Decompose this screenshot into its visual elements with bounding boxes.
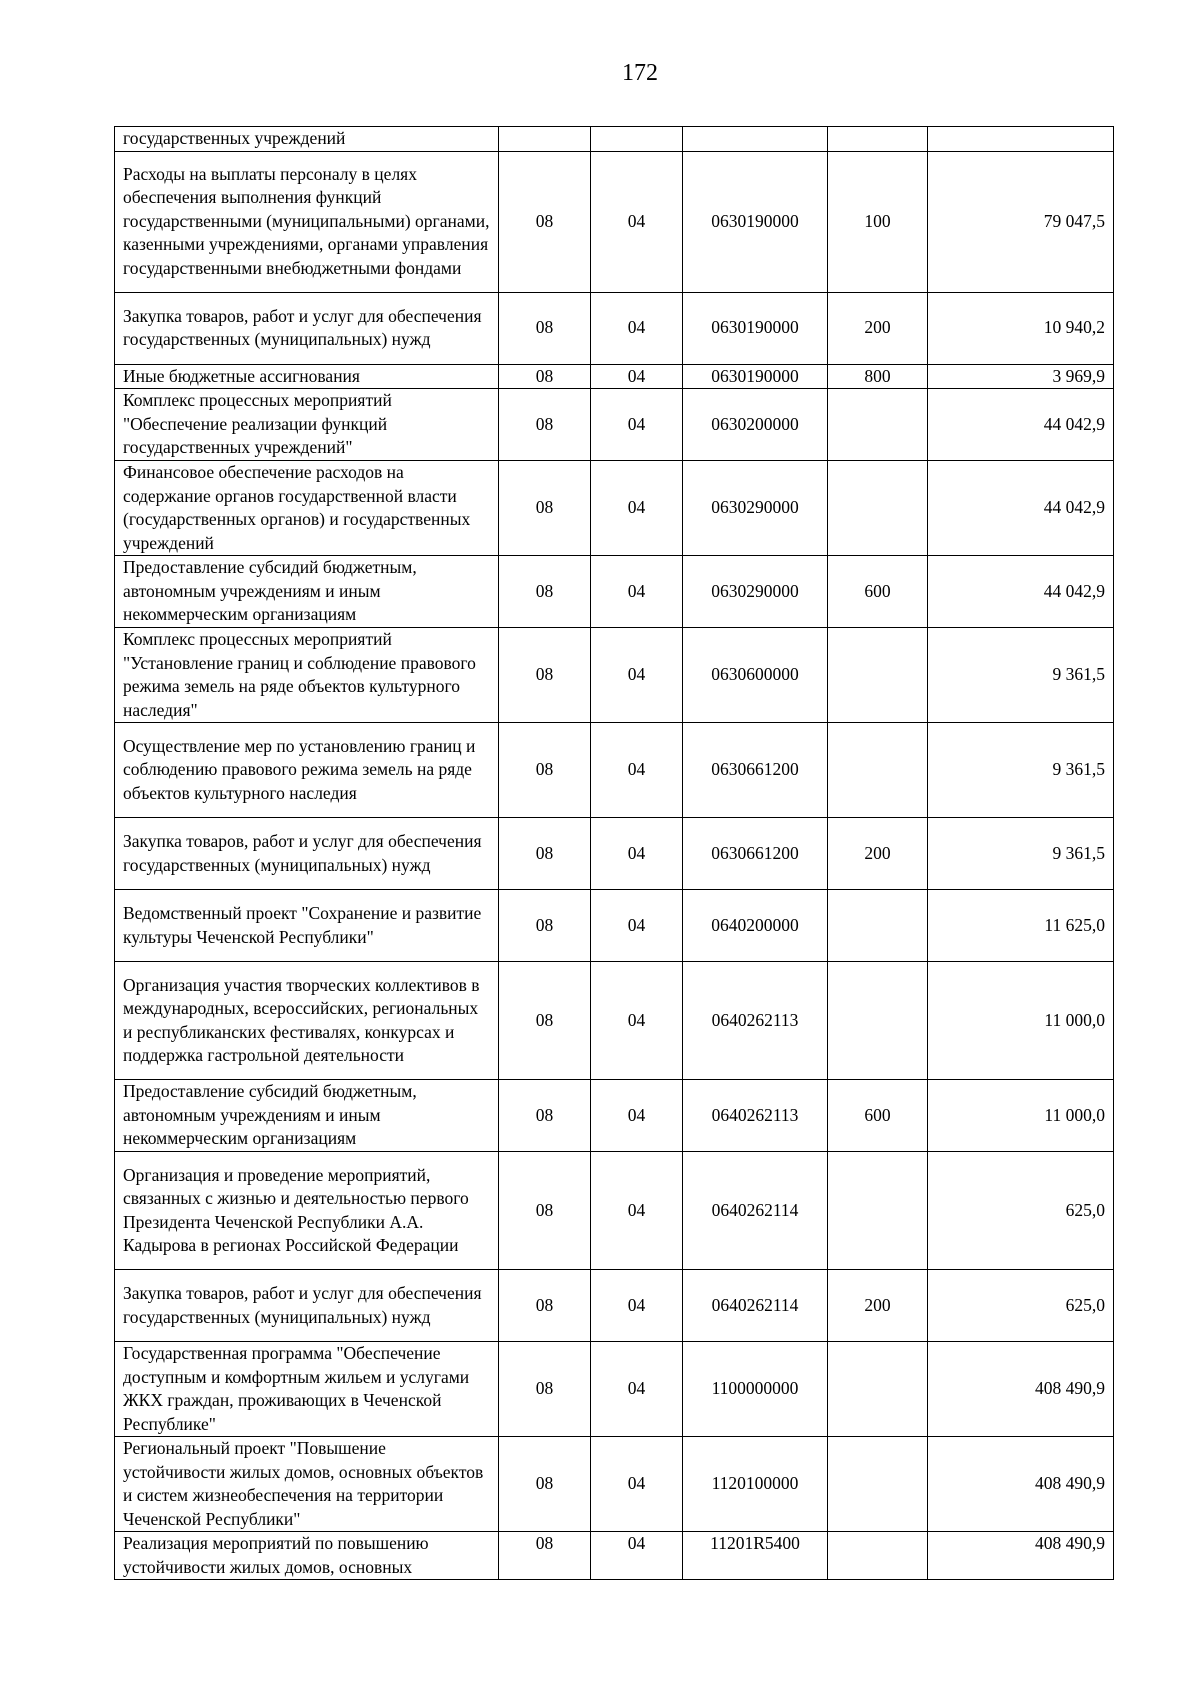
row-amount: 408 490,9 — [928, 1532, 1114, 1580]
row-target-article: 0630600000 — [683, 628, 828, 723]
budget-table-body — [115, 127, 1114, 1580]
row-expense-type: 200 — [828, 292, 928, 364]
row-amount: 9 361,5 — [928, 723, 1114, 818]
row-amount: 625,0 — [928, 1270, 1114, 1342]
row-name: государственных учреждений — [115, 127, 499, 152]
table-row — [115, 1270, 1114, 1342]
row-amount: 9 361,5 — [928, 628, 1114, 723]
row-target-article: 0640262114 — [683, 1152, 828, 1270]
row-name: Осуществление мер по установлению границ и соблюдению правового режима земель на ряде объектов культурного наследия — [115, 723, 499, 818]
row-subsection: 04 — [591, 1532, 683, 1580]
row-subsection: 04 — [591, 1342, 683, 1437]
row-expense-type: 600 — [828, 556, 928, 628]
row-subsection: 04 — [591, 292, 683, 364]
row-expense-type — [828, 628, 928, 723]
row-section: 08 — [499, 1532, 591, 1580]
row-name: Закупка товаров, работ и услуг для обеспечения государственных (муниципальных) нужд — [115, 292, 499, 364]
row-name: Региональный проект "Повышение устойчивости жилых домов, основных объектов и систем жизнеобеспечения на территории Чеченской Республики" — [115, 1437, 499, 1532]
table-row — [115, 389, 1114, 461]
table-row — [115, 461, 1114, 556]
row-amount: 9 361,5 — [928, 818, 1114, 890]
row-subsection: 04 — [591, 723, 683, 818]
row-section: 08 — [499, 723, 591, 818]
table-row — [115, 127, 1114, 152]
row-subsection: 04 — [591, 1080, 683, 1152]
row-subsection: 04 — [591, 364, 683, 389]
row-target-article: 0630200000 — [683, 389, 828, 461]
row-target-article: 1100000000 — [683, 1342, 828, 1437]
row-subsection: 04 — [591, 151, 683, 292]
row-subsection: 04 — [591, 461, 683, 556]
row-name: Закупка товаров, работ и услуг для обеспечения государственных (муниципальных) нужд — [115, 1270, 499, 1342]
row-target-article: 0630190000 — [683, 292, 828, 364]
table-row — [115, 628, 1114, 723]
row-subsection: 04 — [591, 556, 683, 628]
row-expense-type — [828, 890, 928, 962]
row-expense-type — [828, 1532, 928, 1580]
row-expense-type: 100 — [828, 151, 928, 292]
row-subsection: 04 — [591, 962, 683, 1080]
table-row — [115, 556, 1114, 628]
row-section: 08 — [499, 556, 591, 628]
row-target-article: 0630661200 — [683, 723, 828, 818]
row-subsection: 04 — [591, 389, 683, 461]
row-section: 08 — [499, 818, 591, 890]
row-target-article: 0640200000 — [683, 890, 828, 962]
table-row — [115, 818, 1114, 890]
row-section — [499, 127, 591, 152]
table-row — [115, 962, 1114, 1080]
row-expense-type: 200 — [828, 818, 928, 890]
row-expense-type — [828, 389, 928, 461]
table-row — [115, 1152, 1114, 1270]
row-section: 08 — [499, 1342, 591, 1437]
row-section: 08 — [499, 364, 591, 389]
row-name: Финансовое обеспечение расходов на содержание органов государственной власти (государственных органов) и государственных учреждений — [115, 461, 499, 556]
row-amount: 3 969,9 — [928, 364, 1114, 389]
row-name: Иные бюджетные ассигнования — [115, 364, 499, 389]
row-target-article: 0640262113 — [683, 962, 828, 1080]
row-name: Предоставление субсидий бюджетным, автономным учреждениям и иным некоммерческим организациям — [115, 556, 499, 628]
row-target-article: 1120100000 — [683, 1437, 828, 1532]
row-section: 08 — [499, 1080, 591, 1152]
table-row — [115, 1437, 1114, 1532]
row-name: Комплекс процессных мероприятий "Установление границ и соблюдение правового режима земель на ряде объектов культурного наследия" — [115, 628, 499, 723]
row-section: 08 — [499, 1152, 591, 1270]
row-expense-type — [828, 962, 928, 1080]
row-target-article: 0630290000 — [683, 461, 828, 556]
row-target-article: 0630190000 — [683, 364, 828, 389]
row-target-article: 0640262113 — [683, 1080, 828, 1152]
row-section: 08 — [499, 389, 591, 461]
row-subsection: 04 — [591, 1270, 683, 1342]
row-subsection: 04 — [591, 1437, 683, 1532]
row-section: 08 — [499, 962, 591, 1080]
page-number: 172 — [622, 60, 658, 86]
budget-table — [114, 126, 1114, 1580]
table-row — [115, 1342, 1114, 1437]
row-name: Закупка товаров, работ и услуг для обеспечения государственных (муниципальных) нужд — [115, 818, 499, 890]
row-expense-type: 200 — [828, 1270, 928, 1342]
row-name: Организация и проведение мероприятий, связанных с жизнью и деятельностью первого Президента Чеченской Республики А.А. Кадырова в регионах Российской Федерации — [115, 1152, 499, 1270]
row-amount: 11 000,0 — [928, 962, 1114, 1080]
row-expense-type — [828, 723, 928, 818]
row-section: 08 — [499, 461, 591, 556]
row-amount — [928, 127, 1114, 152]
table-row — [115, 890, 1114, 962]
table-row — [115, 1532, 1114, 1580]
row-amount: 408 490,9 — [928, 1342, 1114, 1437]
table-row — [115, 364, 1114, 389]
row-section: 08 — [499, 890, 591, 962]
table-row — [115, 723, 1114, 818]
row-amount: 11 625,0 — [928, 890, 1114, 962]
row-subsection: 04 — [591, 818, 683, 890]
row-expense-type: 800 — [828, 364, 928, 389]
row-expense-type — [828, 127, 928, 152]
row-target-article: 0630290000 — [683, 556, 828, 628]
row-amount: 10 940,2 — [928, 292, 1114, 364]
row-name: Предоставление субсидий бюджетным, автономным учреждениям и иным некоммерческим организациям — [115, 1080, 499, 1152]
table-row — [115, 151, 1114, 292]
row-amount: 44 042,9 — [928, 556, 1114, 628]
row-expense-type — [828, 461, 928, 556]
table-row — [115, 1080, 1114, 1152]
row-section: 08 — [499, 292, 591, 364]
row-expense-type — [828, 1152, 928, 1270]
row-target-article: 0640262114 — [683, 1270, 828, 1342]
row-name: Расходы на выплаты персоналу в целях обеспечения выполнения функций государственными (муниципальными) органами, казенными учреждениями, органами управления государственными внебюджетными фондами — [115, 151, 499, 292]
row-name: Государственная программа "Обеспечение доступным и комфортным жильем и услугами ЖКХ граждан, проживающих в Чеченской Республике" — [115, 1342, 499, 1437]
table-row — [115, 292, 1114, 364]
row-name: Организация участия творческих коллективов в международных, всероссийских, региональных и республиканских фестивалях, конкурсах и поддержка гастрольной деятельности — [115, 962, 499, 1080]
row-section: 08 — [499, 628, 591, 723]
row-section: 08 — [499, 1437, 591, 1532]
row-amount: 79 047,5 — [928, 151, 1114, 292]
row-amount: 408 490,9 — [928, 1437, 1114, 1532]
row-target-article: 11201R5400 — [683, 1532, 828, 1580]
row-subsection — [591, 127, 683, 152]
row-section: 08 — [499, 151, 591, 292]
row-subsection: 04 — [591, 628, 683, 723]
row-amount: 625,0 — [928, 1152, 1114, 1270]
row-amount: 44 042,9 — [928, 389, 1114, 461]
row-expense-type — [828, 1437, 928, 1532]
row-target-article: 0630661200 — [683, 818, 828, 890]
row-expense-type — [828, 1342, 928, 1437]
row-section: 08 — [499, 1270, 591, 1342]
row-expense-type: 600 — [828, 1080, 928, 1152]
row-name: Ведомственный проект "Сохранение и развитие культуры Чеченской Республики" — [115, 890, 499, 962]
row-amount: 11 000,0 — [928, 1080, 1114, 1152]
row-subsection: 04 — [591, 1152, 683, 1270]
row-subsection: 04 — [591, 890, 683, 962]
row-name: Реализация мероприятий по повышению устойчивости жилых домов, основных — [115, 1532, 499, 1580]
row-target-article: 0630190000 — [683, 151, 828, 292]
row-target-article — [683, 127, 828, 152]
row-name: Комплекс процессных мероприятий "Обеспечение реализации функций государственных учреждений" — [115, 389, 499, 461]
row-amount: 44 042,9 — [928, 461, 1114, 556]
